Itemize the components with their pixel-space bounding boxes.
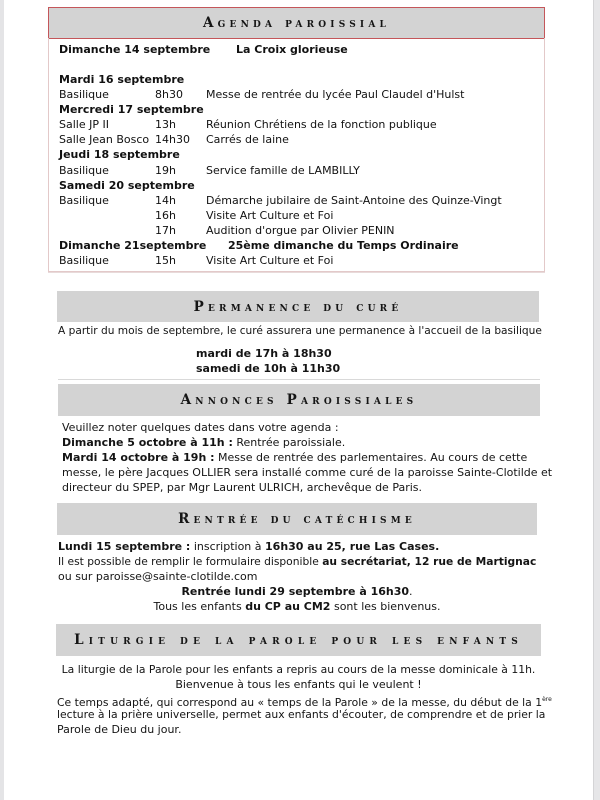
agenda-day-date: Mardi 16 septembre [59, 73, 185, 86]
agenda-intro-date: Dimanche 14 septembre [59, 43, 211, 56]
agenda-event-time: 14h [155, 194, 176, 207]
agenda-event-desc: Réunion Chrétiens de la fonction publique [206, 118, 437, 131]
agenda-event-place: Basilique [59, 194, 109, 207]
catechisme-text: Tous les enfants [153, 600, 246, 613]
liturgie-line: La liturgie de la Parole pour les enfants a repris au cours de la messe dominicale à 11h. [61, 663, 536, 676]
permanence-intro: A partir du mois de septembre, le curé assurera une permanence à l'accueil de la basilique [58, 325, 542, 337]
catechisme-section-header [57, 503, 537, 535]
agenda-event-desc: Visite Art Culture et Foi [206, 254, 334, 267]
agenda-day-feast: 25ème dimanche du Temps Ordinaire [228, 239, 459, 252]
catechisme-text: Il est possible de remplir le formulaire disponible [58, 555, 323, 568]
catechisme-text: sont les bienvenus. [330, 600, 441, 613]
agenda-intro-feast: La Croix glorieuse [236, 43, 348, 56]
liturgie-line: Bienvenue à tous les enfants qui le veulent ! [175, 678, 422, 691]
permanence-slot: mardi de 17h à 18h30 [196, 347, 332, 360]
agenda-event-time: 17h [155, 224, 176, 237]
agenda-event-place: Salle Jean Bosco [59, 133, 150, 146]
liturgie-title: Liturgie de la parole pour les enfants [74, 632, 523, 648]
liturgie-line: Parole de Dieu du jour. [57, 723, 182, 736]
catechisme-levels: du CP au CM2 [245, 600, 331, 613]
agenda-event-time: 8h30 [155, 88, 183, 101]
page-edge-right [593, 0, 600, 800]
page-edge-left [0, 0, 4, 800]
catechisme-line [57, 599, 537, 614]
annonces-item [62, 450, 527, 465]
agenda-event-place: Basilique [59, 164, 109, 177]
liturgie-line: lecture à la prière universelle, permet aux enfants d'écouter, de comprendre et de prier la [57, 708, 546, 721]
agenda-event-place: Salle JP II [59, 118, 109, 131]
agenda-day-date: Samedi 20 septembre [59, 179, 195, 192]
annonces-item-text: Rentrée paroissiale. [232, 436, 346, 449]
agenda-day-date: Jeudi 18 septembre [59, 148, 180, 161]
annonces-title: Annonces Paroissiales [180, 392, 418, 408]
catechisme-date: Lundi 15 septembre : [58, 540, 191, 553]
annonces-continuation: directeur du SPEP, par Mgr Laurent ULRICH, archevêque de Paris. [62, 481, 423, 494]
agenda-event-time: 16h [155, 209, 176, 222]
agenda-title: Agenda paroissial [202, 15, 391, 31]
catechisme-rentree-date: Rentrée lundi 29 septembre à 16h30 [181, 585, 410, 598]
catechisme-location: 16h30 au 25, rue Las Cases. [265, 540, 440, 553]
agenda-event-desc: Carrés de laine [206, 133, 289, 146]
agenda-event-time: 15h [155, 254, 176, 267]
permanence-title: Permanence du curé [193, 298, 403, 315]
liturgie-superscript: ère [542, 696, 552, 703]
catechisme-line [58, 539, 439, 554]
catechisme-title: Rentrée du catéchisme [178, 511, 416, 527]
catechisme-line [58, 554, 536, 569]
catechisme-line [57, 584, 537, 599]
agenda-event-place: Basilique [59, 254, 109, 267]
section-divider [58, 379, 540, 380]
agenda-event-place: Basilique [59, 88, 109, 101]
annonces-continuation: messe, le père Jacques OLLIER sera installé comme curé de la paroisse Sainte-Clotilde et [62, 466, 553, 479]
agenda-section-header [48, 7, 545, 39]
agenda-day-date: Mercredi 17 septembre [59, 103, 204, 116]
annonces-section-header [58, 384, 540, 416]
annonces-item [62, 435, 345, 450]
catechisme-text: inscription à [190, 540, 266, 553]
agenda-event-time: 19h [155, 164, 176, 177]
liturgie-text: Ce temps adapté, qui correspond au « temps de la Parole » de la messe, du début de la 1 [57, 696, 543, 709]
agenda-event-desc: Visite Art Culture et Foi [206, 209, 334, 222]
annonces-intro: Veuillez noter quelques dates dans votre agenda : [62, 421, 339, 434]
catechisme-text: . [409, 585, 413, 598]
catechisme-secretariat: au secrétariat, 12 rue de Martignac [322, 555, 537, 568]
agenda-event-desc: Service famille de LAMBILLY [206, 164, 360, 177]
agenda-event-desc: Démarche jubilaire de Saint-Antoine des Quinze-Vingt [206, 194, 502, 207]
agenda-event-desc: Messe de rentrée du lycée Paul Claudel d'Hulst [206, 88, 465, 101]
liturgie-section-header [56, 624, 541, 656]
permanence-section-header [57, 291, 539, 322]
annonces-item-label: Mardi 14 octobre à 19h : [62, 451, 215, 464]
annonces-item-label: Dimanche 5 octobre à 11h : [62, 436, 233, 449]
catechisme-email: ou sur paroisse@sainte-clotilde.com [58, 570, 258, 583]
agenda-event-desc: Audition d'orgue par Olivier PENIN [206, 224, 395, 237]
permanence-slot: samedi de 10h à 11h30 [196, 362, 341, 375]
agenda-event-time: 13h [155, 118, 176, 131]
annonces-item-text: Messe de rentrée des parlementaires. Au cours de cette [214, 451, 528, 464]
agenda-event-time: 14h30 [155, 133, 190, 146]
agenda-day-date: Dimanche 21septembre [59, 239, 207, 252]
